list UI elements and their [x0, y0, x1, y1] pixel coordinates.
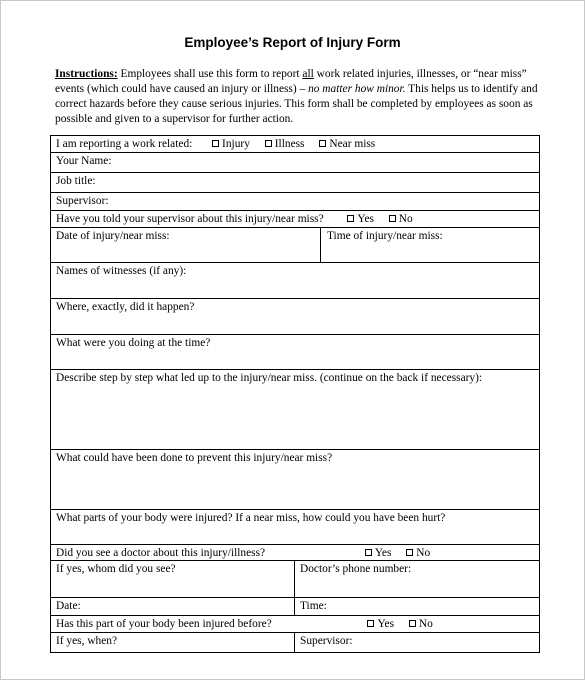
if-yes-when-label: If yes, when?	[56, 635, 118, 647]
describe-label: Describe step by step what led up to the injury/near miss. (continue on the back if necessary):	[56, 372, 483, 384]
doctor-phone-field[interactable]	[295, 561, 540, 598]
instructions-text-3: This helps us to identify and correct hazards before they cause serious injuries. This form shall be completed by employees as soon as possible and given to a supervisor for further action.	[55, 83, 538, 125]
prevent-label: What could have been done to prevent this injury/near miss?	[56, 452, 333, 464]
injury-option[interactable]	[212, 137, 250, 151]
row-see-doctor	[51, 545, 540, 561]
injured-before-yes-label: Yes	[377, 618, 395, 630]
job-title-field[interactable]	[51, 173, 540, 193]
body-parts-label: What parts of your body were injured? If a near miss, how could you have been hurt?	[56, 512, 446, 524]
row-told-supervisor	[51, 211, 540, 228]
row-injured-before	[51, 616, 540, 633]
form-title: Employee’s Report of Injury Form	[184, 35, 401, 50]
instructions-paragraph	[55, 67, 545, 127]
row-when-supervisor	[51, 633, 540, 653]
time-of-injury-label: Time of injury/near miss:	[327, 230, 443, 242]
witnesses-field[interactable]	[51, 263, 540, 299]
see-doctor-yes[interactable]	[365, 546, 392, 560]
instructions-emphasis: no matter how minor.	[308, 83, 406, 95]
if-yes-whom-field[interactable]	[51, 561, 295, 598]
told-supervisor-no-checkbox[interactable]	[389, 215, 396, 222]
where-label: Where, exactly, did it happen?	[56, 301, 195, 313]
row-doing	[51, 335, 540, 370]
told-supervisor-no[interactable]	[389, 212, 413, 226]
row-doctor-info	[51, 561, 540, 598]
doing-label: What were you doing at the time?	[56, 337, 211, 349]
injury-checkbox[interactable]	[212, 140, 219, 147]
told-supervisor-yes-checkbox[interactable]	[347, 215, 354, 222]
row-reporting-type	[51, 136, 540, 153]
see-doctor-yes-checkbox[interactable]	[365, 549, 372, 556]
row-job-title	[51, 173, 540, 193]
time-label: Time:	[300, 600, 327, 612]
your-name-field[interactable]	[51, 153, 540, 173]
witnesses-label: Names of witnesses (if any):	[56, 265, 187, 277]
see-doctor-no-checkbox[interactable]	[406, 549, 413, 556]
instructions-text-1: Employees shall use this form to report	[117, 68, 303, 80]
row-date-time-2	[51, 598, 540, 616]
reporting-label: I am reporting a work related:	[56, 138, 193, 150]
instructions-text-2: work related injuries, illnesses, or “near miss” events (which could have caused an injury or illness) –	[55, 68, 527, 95]
row-date-time	[51, 228, 540, 263]
told-supervisor-no-label: No	[398, 213, 413, 225]
row-supervisor	[51, 193, 540, 211]
near-miss-option[interactable]	[319, 137, 375, 151]
where-field[interactable]	[51, 299, 540, 335]
told-supervisor-question: Have you told your supervisor about this injury/near miss?	[56, 213, 324, 225]
injured-before-no-label: No	[418, 618, 433, 630]
if-yes-when-field[interactable]	[51, 633, 295, 653]
date-of-injury-field[interactable]	[51, 228, 321, 263]
if-yes-whom-label: If yes, whom did you see?	[56, 563, 176, 575]
instructions-label: Instructions:	[55, 68, 118, 80]
time-of-injury-field[interactable]	[321, 228, 540, 263]
told-supervisor-yes-label: Yes	[357, 213, 374, 225]
illness-option[interactable]	[265, 137, 305, 151]
date-field[interactable]	[51, 598, 295, 616]
doctor-phone-label: Doctor’s phone number:	[300, 563, 412, 575]
told-supervisor-yes[interactable]	[347, 212, 374, 226]
time-field[interactable]	[295, 598, 540, 616]
injury-form-table	[50, 135, 540, 653]
date-of-injury-label: Date of injury/near miss:	[56, 230, 170, 242]
supervisor-label: Supervisor:	[56, 195, 109, 207]
your-name-label: Your Name:	[56, 155, 112, 167]
job-title-label: Job title:	[56, 175, 96, 187]
see-doctor-no[interactable]	[406, 546, 430, 560]
supervisor-2-field[interactable]	[295, 633, 540, 653]
date-label: Date:	[56, 600, 81, 612]
illness-checkbox[interactable]	[265, 140, 272, 147]
row-witnesses	[51, 263, 540, 299]
injured-before-yes[interactable]	[367, 617, 394, 631]
injured-before-yes-checkbox[interactable]	[367, 620, 374, 627]
see-doctor-no-label: No	[416, 547, 431, 559]
supervisor-2-label: Supervisor:	[300, 635, 353, 647]
near-miss-checkbox[interactable]	[319, 140, 326, 147]
injured-before-question: Has this part of your body been injured before?	[56, 618, 272, 630]
body-parts-field[interactable]	[51, 510, 540, 545]
describe-field[interactable]	[51, 370, 540, 450]
doing-field[interactable]	[51, 335, 540, 370]
injured-before-no-checkbox[interactable]	[409, 620, 416, 627]
see-doctor-yes-label: Yes	[374, 547, 392, 559]
supervisor-field[interactable]	[51, 193, 540, 211]
prevent-field[interactable]	[51, 450, 540, 510]
row-your-name	[51, 153, 540, 173]
row-body-parts	[51, 510, 540, 545]
illness-option-label: Illness	[274, 138, 305, 150]
instructions-all-underlined: all	[302, 68, 314, 80]
injured-before-no[interactable]	[409, 617, 433, 631]
row-prevent	[51, 450, 540, 510]
see-doctor-question: Did you see a doctor about this injury/illness?	[56, 547, 266, 559]
row-describe	[51, 370, 540, 450]
near-miss-option-label: Near miss	[329, 138, 376, 150]
injury-option-label: Injury	[222, 138, 250, 150]
row-where	[51, 299, 540, 335]
